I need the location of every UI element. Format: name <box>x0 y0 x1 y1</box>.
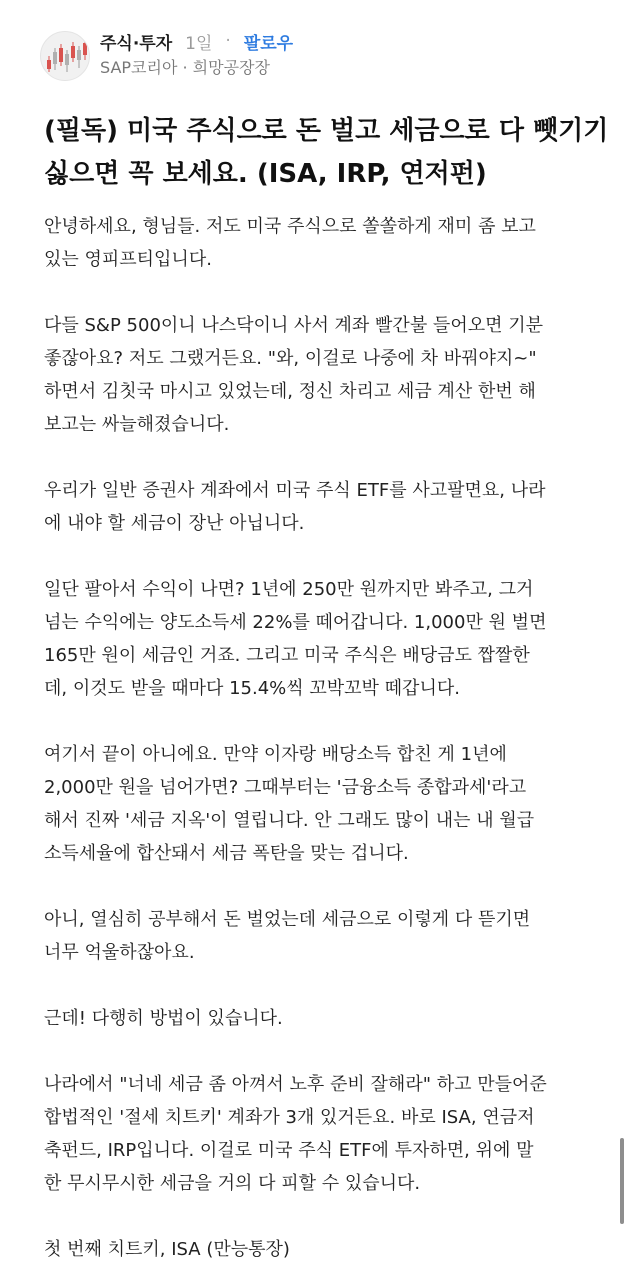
scrollbar[interactable] <box>620 1138 624 1224</box>
post-paragraph: 다들 S&P 500이니 나스닥이니 사서 계좌 빨간불 들어오면 기분 좋잖아요? 저도 그랬거든요. "와, 이걸로 나중에 차 바꿔야지~" 하면서 김칫국 마시고 있었는데, 정신 차리고 세금 계산 한번 해 보고는 싸늘해졌습니다. <box>44 315 543 435</box>
post-time: 1일 <box>185 33 213 54</box>
post-paragraph: 나라에서 "너네 세금 좀 아껴서 노후 준비 잘해라" 하고 만들어준 합법적인 '절세 치트키' 계좌가 3개 있거든요. 바로 ISA, 연금저 축펀드, IRP입니다. 이걸로 미국 주식 ETF에 투자하면, 위에 말 한 무시무시한 세금을 거의 다 피할 수 있습니다. <box>44 1074 547 1194</box>
post-paragraph: 일단 팔아서 수익이 나면? 1년에 250만 원까지만 봐주고, 그거 넘는 수익에는 양도소득세 22%를 떼어갑니다. 1,000만 원 벌면 165만 원이 세금인 거죠. 그리고 미국 주식은 배당금도 짭짤한 데, 이것도 받을 때마다 15.4%씩 꼬박꼬박 떼갑니다. <box>44 579 547 699</box>
post-paragraph: 근데! 다행히 방법이 있습니다. <box>44 1008 283 1029</box>
stock-chart-icon <box>41 32 89 80</box>
post-paragraph: 첫 번째 치트키, ISA (만능통장) <box>44 1239 290 1260</box>
author-info[interactable]: SAP코리아 · 희망공장장 <box>100 58 270 77</box>
post-title: (필독) 미국 주식으로 돈 벌고 세금으로 다 뺏기기 싫으면 꼭 보세요. (ISA, IRP, 연저펀) <box>44 116 609 189</box>
post-header <box>0 0 640 96</box>
avatar[interactable] <box>40 31 90 81</box>
post-paragraph: 아니, 열심히 공부해서 돈 벌었는데 세금으로 이렇게 다 뜯기면 너무 억울하잖아요. <box>44 909 531 963</box>
post-paragraph: 여기서 끝이 아니에요. 만약 이자랑 배당소득 합친 게 1년에 2,000만 원을 넘어가면? 그때부터는 '금융소득 종합과세'라고 해서 진짜 '세금 지옥'이 열립니다. 안 그래도 많이 내는 내 월급 소득세율에 합산돼서 세금 폭탄을 맞는 겁니다. <box>44 744 535 864</box>
board-name[interactable]: 주식·투자 <box>100 33 173 54</box>
header-meta-row <box>100 28 293 54</box>
post-paragraph: 안녕하세요, 형님들. 저도 미국 주식으로 쏠쏠하게 재미 좀 보고 있는 영피프티입니다. <box>44 216 536 270</box>
separator-dot: · <box>225 31 231 51</box>
follow-button[interactable]: 팔로우 <box>243 33 294 54</box>
post-body <box>44 210 614 1280</box>
post-paragraph: 우리가 일반 증권사 계좌에서 미국 주식 ETF를 사고팔면요, 나라 에 내야 할 세금이 장난 아닙니다. <box>44 480 546 534</box>
